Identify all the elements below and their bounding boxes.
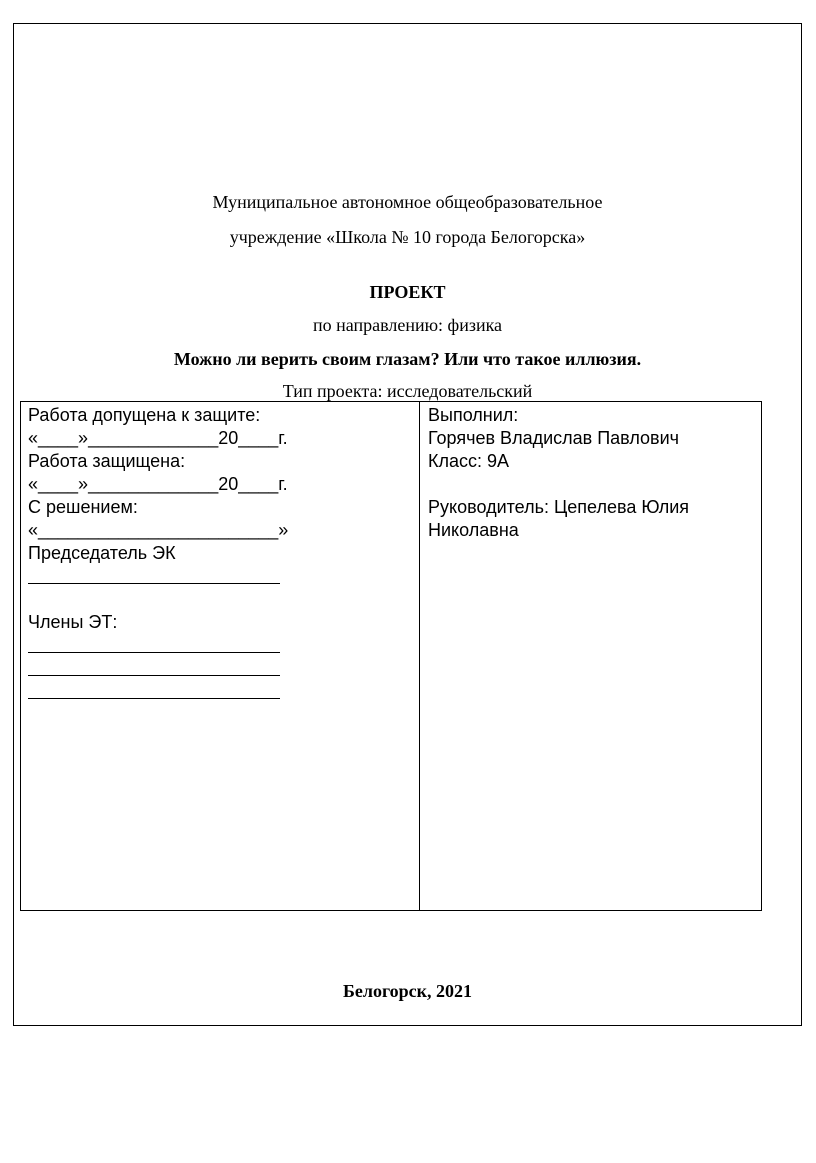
members-label: Члены ЭТ: [28, 612, 118, 632]
student-name: Горячев Владислав Павлович [428, 428, 680, 448]
decision-value: «________________________» [28, 520, 289, 540]
member-signature-line [28, 657, 280, 676]
class-label: Класс: 9А [428, 451, 510, 471]
decision-label: С решением: [28, 497, 138, 517]
project-direction: по направлению: физика [312, 315, 503, 335]
approval-table [20, 401, 762, 911]
institution-line-1: Муниципальное автономное общеобразовательное [212, 192, 603, 212]
defended-label: Работа защищена: [28, 451, 186, 471]
project-type: Тип проекта: исследовательский [282, 381, 533, 401]
institution-line-2: учреждение «Школа № 10 города Белогорска» [229, 227, 586, 247]
project-heading: ПРОЕКТ [369, 282, 446, 302]
spacer [28, 588, 419, 611]
supervisor: Руководитель: Цепелева Юлия Николавна [428, 497, 690, 540]
chairman-signature-line [28, 565, 280, 584]
city-year: Белогорск, 2021 [342, 981, 473, 1001]
member-signature-line [28, 634, 280, 653]
defended-date: «____»_____________20____г. [28, 474, 288, 494]
member-signature-line [28, 680, 280, 699]
chairman-label: Председатель ЭК [28, 543, 176, 563]
spacer [428, 473, 761, 496]
project-title: Можно ли верить своим глазам? Или что такое иллюзия. [173, 349, 642, 369]
performed-label: Выполнил: [428, 405, 519, 425]
admitted-label: Работа допущена к защите: [28, 405, 261, 425]
approval-column [21, 402, 420, 910]
admitted-date: «____»_____________20____г. [28, 428, 288, 448]
author-column [420, 402, 761, 910]
